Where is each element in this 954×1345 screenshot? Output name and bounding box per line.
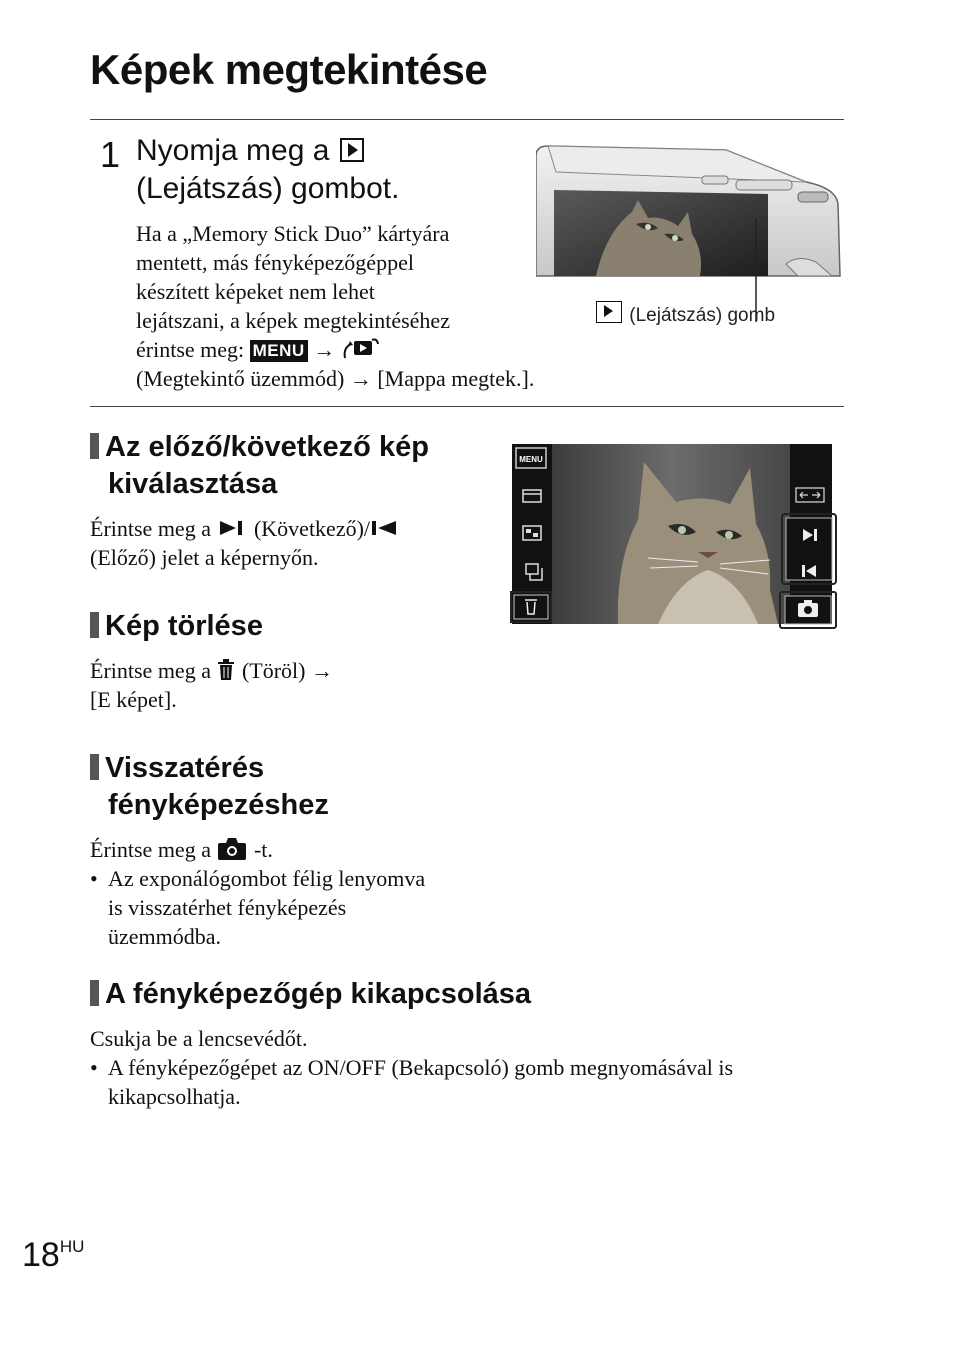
arrow: →: [311, 658, 333, 683]
step-body-line: mentett, más fényképezőgéppel: [136, 250, 414, 275]
heading-text: A fényképezőgép kikapcsolása: [105, 978, 532, 1010]
next-label: (Következő)/: [253, 516, 371, 541]
view-mode-icon: [341, 336, 381, 362]
touch-prefix: Érintse meg a: [90, 658, 211, 683]
top-divider: [90, 119, 844, 120]
heading-power-off: [90, 976, 531, 1013]
camera-caption-text: (Lejátszás) gomb: [629, 305, 776, 326]
menu-icon: MENU: [250, 340, 308, 362]
touch-prefix: Érintse meg a: [90, 516, 211, 541]
heading-bar: [90, 612, 99, 638]
heading-delete: [90, 608, 263, 645]
return-bullet: [90, 864, 425, 951]
power-off-body: [90, 1024, 733, 1111]
heading-bar: [90, 433, 99, 459]
heading-next-prev: [90, 429, 429, 466]
arrow: →: [313, 337, 336, 362]
step-title-text: Nyomja meg a: [136, 134, 330, 167]
return-line1: [90, 835, 425, 864]
next-icon: [216, 518, 248, 538]
delete-line1: [90, 656, 333, 685]
heading-text: Visszatérés: [105, 752, 265, 784]
previous-icon: [370, 518, 400, 538]
page-number-value: 18: [22, 1236, 60, 1274]
touch-screen-illustration: [508, 440, 842, 632]
step-body-line: készített képeket nem lehet: [136, 279, 375, 304]
mode-text: (Megtekintő üzemmód): [136, 366, 345, 391]
step-title-line1: [136, 132, 366, 170]
heading-text: Az előző/következő kép: [105, 431, 429, 463]
step-body-menu-line: [136, 335, 534, 364]
page-title: Képek megtekintése: [90, 46, 488, 93]
heading-next-prev-line2: kiválasztása: [108, 468, 278, 500]
next-prev-body: [90, 514, 400, 572]
page-lang-code: HU: [59, 1237, 85, 1256]
return-suffix: -t.: [253, 837, 273, 862]
power-off-line1: Csukja be a lencsevédőt.: [90, 1026, 308, 1051]
playback-icon: [340, 138, 364, 162]
return-body: [90, 835, 425, 951]
touch-prefix: Érintse meg a: [90, 837, 211, 862]
step-body: [136, 219, 534, 393]
heading-bar: [90, 754, 99, 780]
step-body-line: lejátszani, a képek megtekintéséhez: [136, 308, 450, 333]
screen-menu-label: MENU: [519, 455, 543, 464]
next-prev-line1: [90, 514, 400, 543]
camera-caption: [594, 301, 775, 327]
power-off-bullet: [90, 1053, 733, 1111]
step-body-mode-line: [136, 364, 534, 393]
heading-bar: [90, 980, 99, 1006]
next-prev-line2: (Előző) jelet a képernyőn.: [90, 545, 319, 570]
delete-body: [90, 656, 333, 714]
step-body-line: Ha a „Memory Stick Duo” kártyára: [136, 221, 450, 246]
bullet-line: A fényképezőgépet az ON/OFF (Bekapcsoló) gomb megnyomásával is: [108, 1055, 734, 1080]
step-number: 1: [100, 134, 121, 175]
arrow: →: [349, 366, 372, 391]
step-title-line2: (Lejátszás) gombot.: [136, 172, 400, 205]
bullet-line: Az exponálógombot félig lenyomva: [108, 866, 426, 891]
heading-return: [90, 750, 264, 787]
section-divider: [90, 406, 844, 407]
playback-icon: [596, 301, 622, 323]
bullet-mark: •: [90, 866, 98, 891]
heading-return-line2: fényképezéshez: [108, 789, 329, 821]
folder-text: [Mappa megtek.].: [377, 366, 535, 391]
bullet-line: kikapcsolhatja.: [108, 1084, 241, 1109]
camera-icon: [216, 837, 248, 861]
bullet-line: üzemmódba.: [108, 924, 222, 949]
touch-prefix: érintse meg:: [136, 337, 245, 362]
trash-icon: [216, 659, 236, 681]
page-number: [22, 1236, 84, 1275]
bullet-mark: •: [90, 1055, 98, 1080]
bullet-line: is visszatérhet fényképezés: [108, 895, 347, 920]
heading-text: Kép törlése: [105, 610, 263, 642]
delete-label: (Töröl): [241, 658, 306, 683]
delete-line2: [E képet].: [90, 687, 177, 712]
